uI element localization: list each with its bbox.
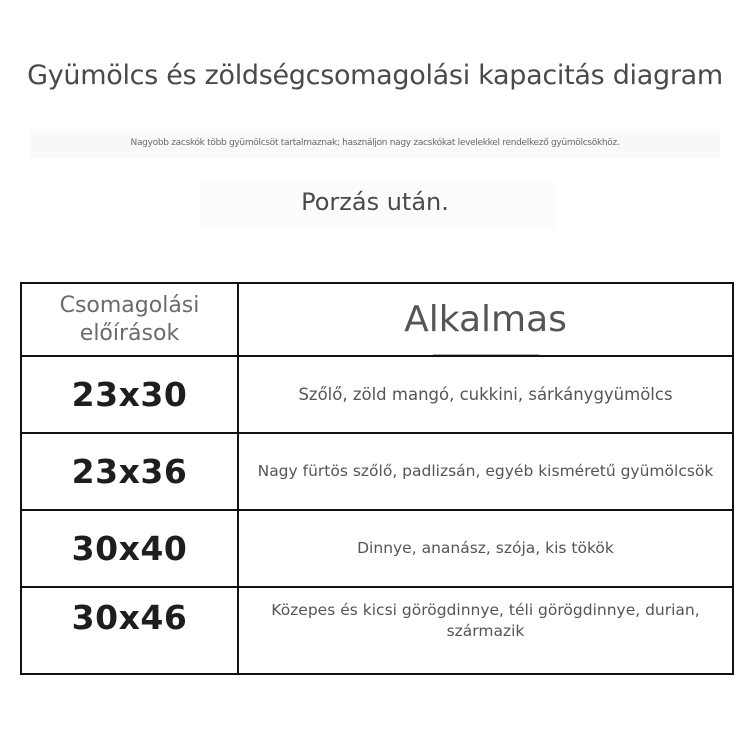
size-cell: 23x36 bbox=[21, 433, 238, 510]
header-underline bbox=[433, 354, 539, 355]
note-text: Nagyobb zacskók több gyümölcsöt tartalmaznak; használjon nagy zacskókat levelekkel rendelkező gyümölcsökhöz. bbox=[130, 138, 620, 148]
header-suitable-label: Alkalmas bbox=[404, 299, 567, 340]
table-row bbox=[21, 587, 733, 674]
header-suitable bbox=[238, 283, 733, 356]
suitable-cell: Szőlő, zöld mangó, cukkini, sárkánygyümölcs bbox=[238, 356, 733, 433]
table-row bbox=[21, 356, 733, 433]
table-row bbox=[21, 433, 733, 510]
packaging-spec-table bbox=[20, 282, 734, 675]
suitable-cell: Nagy fürtös szőlő, padlizsán, egyéb kisméretű gyümölcsök bbox=[238, 433, 733, 510]
size-cell: 23x30 bbox=[21, 356, 238, 433]
suitable-cell: Dinnye, ananász, szója, kis tökök bbox=[238, 510, 733, 587]
header-spec: Csomagolási előírások bbox=[21, 283, 238, 356]
subtitle: Porzás után. bbox=[301, 188, 449, 216]
size-cell: 30x40 bbox=[21, 510, 238, 587]
table-header-row bbox=[21, 283, 733, 356]
page-title: Gyümölcs és zöldségcsomagolási kapacitás diagram bbox=[27, 60, 723, 91]
table-row bbox=[21, 510, 733, 587]
size-cell: 30x46 bbox=[21, 587, 238, 674]
suitable-cell: Közepes és kicsi görögdinnye, téli görögdinnye, durian, származik bbox=[238, 587, 733, 674]
